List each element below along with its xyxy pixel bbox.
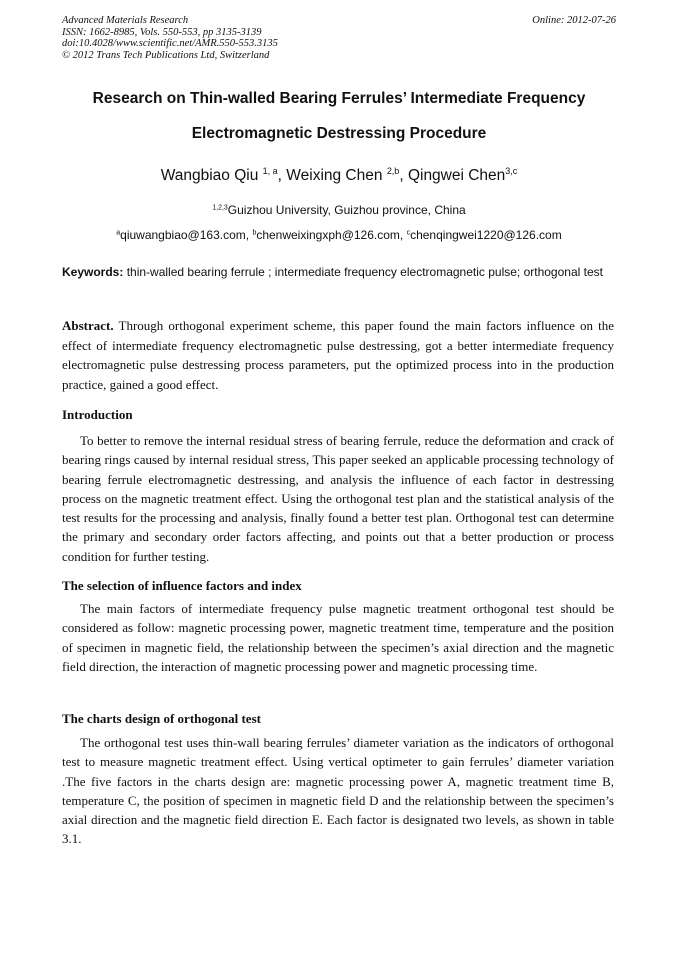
keywords (62, 264, 614, 281)
email-address: chenqingwei1220@126.com (410, 228, 562, 242)
online-date: Online: 2012-07-26 (532, 15, 616, 26)
author-affiliation-mark: 2,b (386, 166, 400, 177)
keywords-text: thin-walled bearing ferrule ; intermediate frequency electromagnetic pulse; orthogonal test (126, 265, 603, 279)
abstract (62, 316, 614, 394)
author-list: Wangbiao Qiu $^{1, a}$, Weixing Chen $^{2,b}$, Qingwei Chen$^{3,c}$ (160, 166, 518, 184)
section-heading-selection: The selection of influence factors and index (62, 578, 302, 593)
introduction-paragraph: To better to remove the internal residual stress of bearing ferrule, reduce the deformation and crack of bearing rings caused by internal residual stress, This paper seeked an applicable processing technology of bearing ferrule electromagnetic destressing, and analysis the influence of each factor in destressing process on the magnetic treatment effect. Using the orthogonal test plan and the statistical analysis of the test results for the processing and analysis, finally found a better test plan. Orthogonal test can determine the primary and secondary order factors affecting, and points out that a better production or process condition for further testing. (62, 433, 614, 564)
email-address: qiuwangbiao@163.com (120, 228, 246, 242)
author-affiliation-mark: 3,c (505, 166, 518, 177)
email-mark: a (116, 229, 121, 237)
author-name: Wangbiao Qiu (160, 167, 259, 184)
selection-paragraph: The main factors of intermediate frequency pulse magnetic treatment orthogonal test should be considered as follow: magnetic processing power, magnetic treatment time, temperature and the position of specimen in magnetic field, the relationship between the specimen’s axial direction and the magnetic field direction, the interaction of magnetic processing power and magnetic processing time. (62, 601, 614, 674)
keywords-label: Keywords: (62, 265, 124, 279)
publication-info (62, 15, 616, 61)
paper-title-line-2: Electromagnetic Destressing Procedure (191, 125, 487, 142)
author-name: Weixing Chen (286, 167, 383, 184)
email-mark: c (406, 229, 411, 237)
author-affiliation-mark: 1, a (262, 166, 278, 177)
section-heading-charts-design: The charts design of orthogonal test (62, 711, 261, 726)
issn-line: ISSN: 1662-8985, Vols. 550-553, pp 3135-3139 (62, 26, 262, 38)
journal-name: Advanced Materials Research (62, 15, 189, 26)
email-list: $^a$qiuwangbiao@163.com, $^b$chenweixingxph@126.com, $^c$chenqingwei1220@126.com (116, 228, 562, 242)
affiliation (40, 203, 638, 217)
abstract-label: Abstract. (62, 318, 114, 333)
author-name: Qingwei Chen (407, 167, 506, 184)
affiliation-text: Guizhou University, Guizhou province, China (227, 203, 466, 217)
charts-design-paragraph: The orthogonal test uses thin-wall bearing ferrules’ diameter variation as the indicators of orthogonal test to measure magnetic treatment effect. Using vertical optimeter to gain ferrules’ diameter variation .The five factors in the charts design are: magnetic processing power A, magnetic treatment time B, temperature C, the position of specimen in magnetic field D and the relationship between the specimen’s axial direction and the magnetic field direction E. Each factor is designated two levels, as shown in table 3.1. (62, 735, 614, 847)
affiliation-mark: 1,2,3 (212, 204, 228, 212)
doi-line: doi:10.4028/www.scientific.net/AMR.550-553.3135 (62, 38, 278, 49)
copyright-line: © 2012 Trans Tech Publications Ltd, Switzerland (62, 49, 270, 61)
email-mark: b (252, 229, 257, 237)
email-address: chenweixingxph@126.com (256, 228, 400, 242)
section-heading-introduction: Introduction (62, 407, 133, 422)
paper-title-line-1: Research on Thin-walled Bearing Ferrules’ Intermediate Frequency (92, 90, 586, 107)
abstract-text: Through orthogonal experiment scheme, this paper found the main factors influence on the effect of intermediate frequency electromagnetic pulse destressing, got a better intermediate frequency electromagnetic pulse destressing process parameters, put the optimized process into in the production practice, gained a good effect. (62, 318, 614, 392)
